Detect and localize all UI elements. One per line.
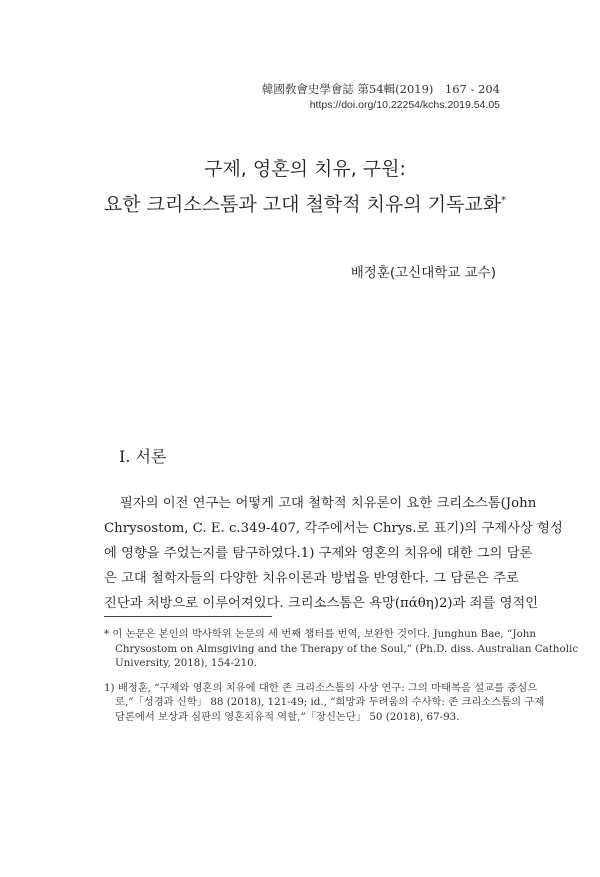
footnote-line: University, 2018), 154-210.	[115, 657, 257, 669]
journal-header	[262, 81, 500, 113]
footnote-line: Chrysostom on Almsgiving and the Therapy of the Soul,” (Ph.D. diss. Australian Catholic	[115, 642, 579, 655]
journal-citation: 韓國敎會史學會誌 第54輯(2019) 167 - 204	[261, 82, 500, 96]
title-line-2	[60, 185, 550, 220]
body-line: 필자의 이전 연구는 어떻게 고대 철학적 치유론이 요한 크리소스톰(John	[120, 496, 537, 511]
body-line: 진단과 처방으로 이루어져있다. 크리소스톰은 욕망(πάθη)2)과 죄를 영적인	[104, 596, 539, 611]
doi-link[interactable]: https://doi.org/10.22254/kchs.2019.54.05	[309, 99, 500, 111]
footnote-star	[104, 627, 579, 671]
body-line: 은 고대 철학자들의 다양한 치유이론과 방법을 반영한다. 그 담론은 주로	[104, 571, 519, 586]
footnotes	[104, 627, 579, 734]
body-line: Chrysostom, C. E. c.349-407, 각주에서는 Chrys.로 표기)의 구제사상 형성	[104, 521, 563, 536]
body-line: 에 영향을 주었는지를 탐구하였다.1) 구제와 영혼의 치유에 대한 그의 담론	[104, 546, 533, 561]
author-affiliation: 배정훈(고신대학교 교수)	[350, 265, 496, 281]
section-heading: I. 서론	[119, 447, 167, 466]
footnote-line: 로,”「성경과 신학」 88 (2018), 121-49; id., “희망과 두려움의 수사학: 존 크리소스톰의 구제	[115, 696, 545, 708]
title-line-2-text: 요한 크리소스톰과 고대 철학적 치유의 기독교화	[103, 193, 502, 216]
footnote-1	[104, 681, 545, 725]
footnote-line: 담론에서 보상과 심판의 영혼치유적 역할,”「장신논단」 50 (2018), 67-93.	[115, 710, 460, 723]
title-footnote-mark[interactable]: *	[501, 195, 507, 206]
article-title	[60, 154, 550, 220]
footnote-line: * 이 논문은 본인의 박사학위 논문의 세 번째 챕터를 번역, 보완한 것이다. Junghun Bae, “John	[104, 628, 537, 640]
title-line-1: 구제, 영혼의 치유, 구원:	[204, 158, 406, 180]
footnote-divider	[104, 616, 272, 617]
footnote-line: 1) 배정훈, “구제와 영혼의 치유에 대한 존 크리소스톰의 사상 연구: 그의 마태복음 설교를 중심으	[104, 681, 538, 694]
body-paragraph	[104, 491, 563, 616]
